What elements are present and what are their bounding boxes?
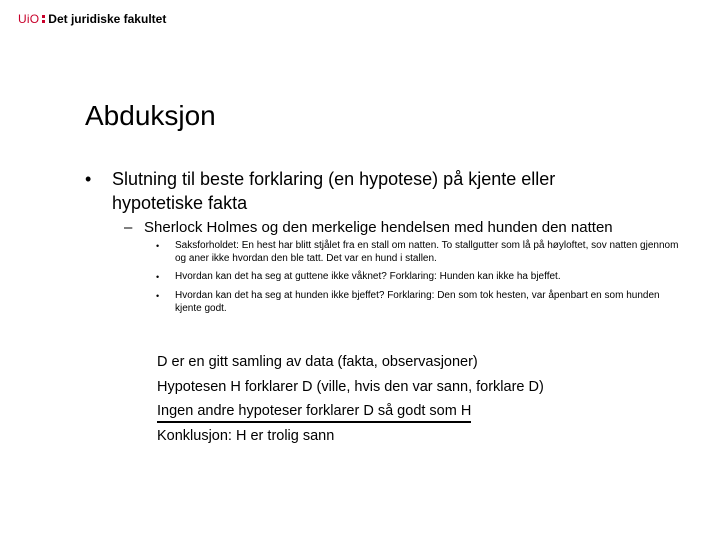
conclusion-line: Konklusjon: H er trolig sann: [157, 427, 335, 444]
slide-title: Abduksjon: [85, 100, 216, 131]
bullet-main: [85, 167, 645, 215]
sub-sub-bullet-text: Saksforholdet: En hest har blitt stjålet fra en stall om natten. To stallgutter som lå på høyloftet, sov natten gjennom og aner ikke hvordan den ble tatt. Det var en hund i stallen.: [175, 240, 679, 264]
conclusion-block: [157, 350, 677, 448]
sub-sub-bullet-text: Hvordan kan det ha seg at hunden ikke bjeffet? Forklaring: Den som tok hesten, var åpenbart en som hunden kjente godt.: [175, 290, 660, 314]
sub-bullet-text: Sherlock Holmes og den merkelige hendelsen med hunden den natten: [144, 219, 613, 236]
logo-dots-icon: [42, 15, 45, 23]
bullet-icon: •: [156, 291, 160, 301]
conclusion-line: Hypotesen H forklarer D (ville, hvis den var sann, forklare D): [157, 378, 544, 395]
conclusion-line-underlined: Ingen andre hypoteser forklarer D så godt som H: [157, 401, 471, 423]
sub-sub-bullet: [156, 271, 686, 284]
bullet-icon: •: [156, 241, 160, 251]
header: [18, 11, 166, 27]
bullet-icon: •: [85, 169, 92, 189]
sub-sub-bullet: [156, 240, 686, 265]
bullet-main-text: Slutning til beste forklaring (en hypotese) på kjente eller hypotetiske fakta: [112, 169, 556, 213]
sub-sub-bullet: [156, 290, 686, 315]
faculty-name: Det juridiske fakultet: [48, 12, 167, 26]
uio-logo: UiO: [18, 12, 40, 26]
dash-icon: –: [124, 219, 133, 236]
bullet-icon: •: [156, 272, 160, 282]
sub-bullet: [124, 218, 684, 238]
sub-sub-bullet-text: Hvordan kan det ha seg at guttene ikke våknet? Forklaring: Hunden kan ikke ha bjeffet.: [175, 271, 561, 282]
conclusion-line: D er en gitt samling av data (fakta, observasjoner): [157, 354, 478, 370]
